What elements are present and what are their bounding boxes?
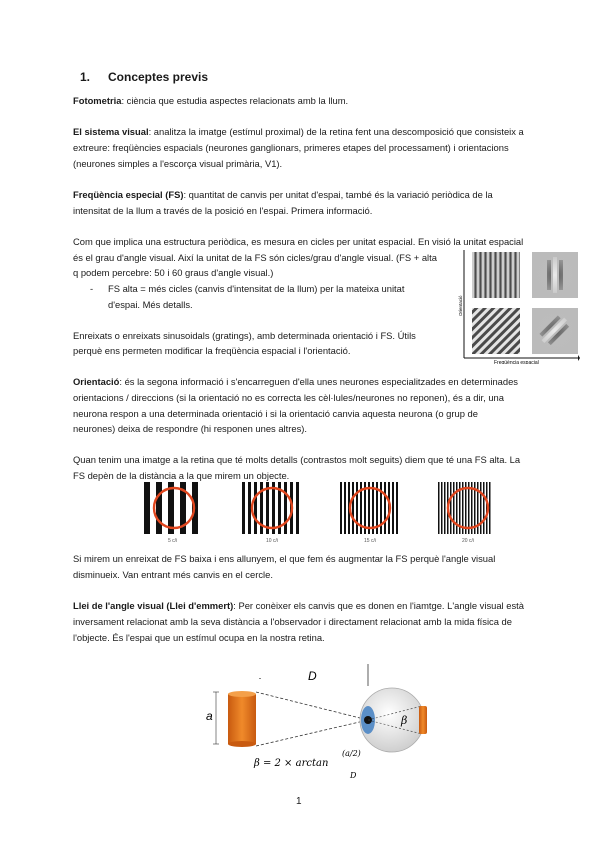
orientacio-line2: orientacions / direccions (si la orientació no es correcta les cèl·lules/neurones no reponen), és a dir, una (73, 392, 504, 403)
ray-top (256, 692, 368, 720)
detalls-line2: FS depèn de la distància a la que mirem un objecte. (73, 470, 290, 481)
grating-bar (480, 482, 482, 534)
cycle-label: 5 c/i (168, 538, 178, 544)
bullet-line2: d'espai. Més detalls. (108, 299, 193, 310)
frequencia-line2: intensitat de la llum a través de la posició en l'espai. Primera informació. (73, 205, 373, 216)
grating-bar (272, 482, 275, 534)
cycles-figure (138, 482, 492, 546)
grating-bar (441, 482, 443, 534)
sistema-visual-line3: (neurones simples a l'escorça visual primària, V1). (73, 158, 283, 169)
grating-bar (284, 482, 287, 534)
grating-bar (483, 482, 485, 534)
page-number: 1 (296, 796, 302, 807)
sistema-visual-term: El sistema visual (73, 126, 149, 137)
allunyem-line1: Si mirem un enreixat de FS baixa i ens allunyem, el que fem és augmentar la FS perquè l'angle visual (73, 553, 496, 564)
frequencia-text: : quantitat de canvis per unitat d'espai, també és la variació periòdica de la (183, 189, 493, 200)
angle-label: β (401, 714, 408, 727)
grating-bar (372, 482, 374, 534)
cycle-label: 20 c/i (462, 538, 474, 544)
sistema-visual-line1 (73, 124, 524, 140)
formula: β = 2 × arctan (254, 758, 329, 769)
grating-bar (438, 482, 440, 534)
formula-denominator: D (350, 771, 357, 780)
gratings-line2: perquè ens permeten modificar la freqüència espacial i l'orientació. (73, 345, 351, 356)
visual-angle-figure (190, 660, 450, 784)
orientacio-line3: neurona respon a una determinada orientació i si la orientació canvia aquesta neurona (o grup de (73, 408, 478, 419)
periodica-line2: és el grau d'angle visual. Així la unitat de la FS són cicles/grau d'angle visual. (FS + alta (73, 252, 437, 263)
retina-image (419, 706, 427, 734)
grating-bar (392, 482, 394, 534)
grating-bar (396, 482, 398, 534)
grating-bar (444, 482, 446, 534)
grating-bar (465, 482, 467, 534)
orientacio-line1 (73, 374, 518, 390)
periodica-line3: q podem percebre: 50 i 60 graus d'angle visual.) (73, 267, 274, 278)
grating-bar (384, 482, 386, 534)
detalls-line1: Quan tenim una imatge a la retina que té molts detalls (contrastos molt seguits) diem que té una FS alta. La (73, 454, 521, 465)
grating-bar (242, 482, 245, 534)
formula-numerator: (a/2) (342, 749, 361, 758)
allunyem-line2: disminueix. Van entrant més canvis en el cercle. (73, 569, 273, 580)
orientation-axis-label: Orientació (458, 295, 463, 316)
fotometria-term: Fotometria (73, 95, 122, 106)
llei-line3: l'objecte. És l'espai que un estímul ocupa en la nostra retina. (73, 632, 325, 643)
object-cylinder (228, 691, 256, 747)
grating-vertical (472, 252, 520, 298)
grating-diagonal (472, 308, 520, 354)
cycle-label: 10 c/i (266, 538, 278, 544)
sistema-visual-text: : analitza la imatge (estímul proximal) de la retina fent una descomposició que consisteix a (148, 126, 524, 137)
ray-bottom (256, 720, 368, 746)
frequency-axis-label: Freqüència espacial (494, 360, 539, 364)
grating-bar (144, 482, 150, 534)
llei-term: Llei de l'angle visual (Llei d'emmert) (73, 600, 234, 611)
bullet-marker: - (90, 283, 94, 294)
periodica-line1: Com que implica una estructura periòdica, es mesura en cicles per unitat espacial. En visió la unitat espacial (73, 236, 524, 247)
grating-bar (352, 482, 354, 534)
bullet-line1: FS alta = més cicles (canvis d'intensitat de la llum) per la mateixa unitat (108, 283, 405, 294)
grating-bar (468, 482, 470, 534)
llei-line2: inversament relacionat amb la seva distància a l'observador i directament relacionat amb la mida física de (73, 616, 512, 627)
cycle-grating-1 (144, 482, 204, 544)
grating-bar (254, 482, 257, 534)
gratings-line1: Enreixats o enreixats sinusoidals (gratings), amb determinada orientació i FS. Útils (73, 330, 416, 341)
grating-bar (248, 482, 251, 534)
section-heading (80, 70, 208, 84)
frequencia-line1 (73, 187, 493, 203)
llei-line1 (73, 598, 524, 614)
grating-bar (356, 482, 358, 534)
grating-bar (368, 482, 370, 534)
grating-bar (340, 482, 342, 534)
fotometria-paragraph (73, 93, 348, 109)
orientacio-text: : és la segona informació i s'encarreguen d'ella unes neurones especialitzades en determinades (119, 376, 518, 387)
size-label: a (206, 709, 213, 723)
llei-text: : Per conèixer els canvis que es donen en l'iamtge. L'angle visual està (233, 600, 524, 611)
gratings-figure (458, 248, 580, 364)
cycle-label: 15 c/i (364, 538, 376, 544)
frequencia-term: Freqüència especial (FS) (73, 189, 184, 200)
grating-bar (296, 482, 299, 534)
grating-bar (156, 482, 162, 534)
grating-bar (450, 482, 452, 534)
cycle-grating-3 (340, 482, 400, 544)
section-number: 1. (80, 70, 91, 84)
eye (360, 688, 427, 752)
orientacio-term: Orientació (73, 376, 120, 387)
cycle-grating-2 (242, 482, 302, 544)
distance-label: D (308, 669, 317, 683)
cycle-grating-4 (438, 482, 492, 544)
sistema-visual-line2: extreure: freqüències espacials (neurones ganglionars, primeres etapes del processament) i orientacions (73, 142, 509, 153)
grating-bar (453, 482, 455, 534)
section-title: Conceptes previs (108, 70, 209, 84)
fotometria-text: : ciència que estudia aspectes relacionats amb la llum. (121, 95, 349, 106)
orientacio-line4: neurones) deixa de respondre (hi responen unes altres). (73, 423, 307, 434)
grating-bar (471, 482, 473, 534)
grating-bar (344, 482, 346, 534)
grating-bar (489, 482, 491, 534)
